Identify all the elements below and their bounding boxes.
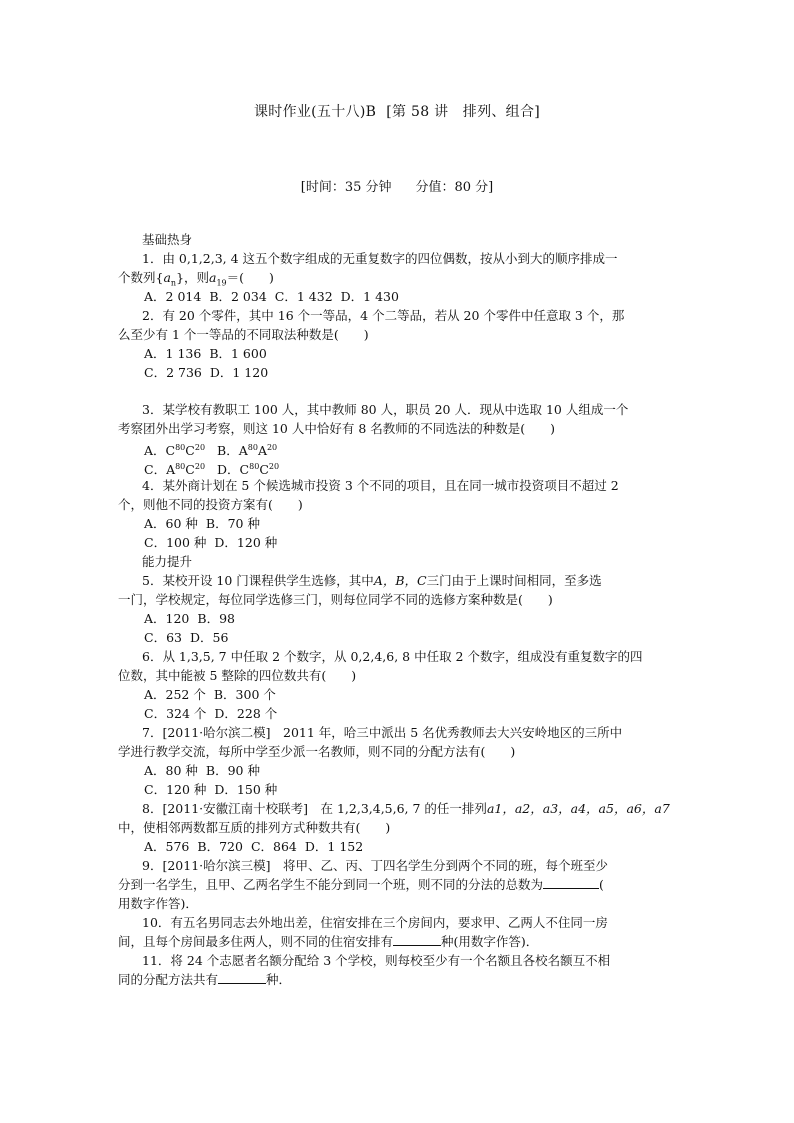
question-1-line-2 (118, 268, 686, 287)
q8-text-a: 8．[2011·安徽江南十校联考] 在 1,2,3,4,5,6, 7 的任一排列 (142, 801, 487, 816)
q1-option-c: C．1 432 (274, 289, 333, 304)
question-3-line-2: 考察团外出学习考察，则这 10 人中恰好有 8 名教师的不同选法的种数是( ) (118, 421, 556, 436)
question-2-options-row-2 (118, 363, 686, 382)
q1-var-a: a (163, 270, 171, 285)
q3-b-sup2: 20 (266, 443, 278, 452)
question-4-line-2: 个，则他不同的投资方案有( ) (118, 497, 303, 512)
q3-c-sup1: 80 (175, 462, 186, 471)
q4-option-b: B．70 种 (205, 516, 260, 531)
question-7-options-row-1 (118, 761, 686, 780)
time-score-bar (0, 176, 794, 195)
q7-option-a: A．80 种 (144, 763, 198, 778)
q3-c-a: C．A (144, 462, 176, 478)
question-5-line-2: 一门，学校规定，每位同学选修三门，则每位同学不同的选修方案种数是( ) (118, 592, 553, 607)
q2-option-b: B．1 600 (209, 346, 267, 361)
question-6-options-row-2 (118, 704, 686, 723)
question-3-options-row-1 (118, 438, 686, 457)
q8-option-b: B．720 (197, 839, 243, 854)
section-heading-basic: 基础热身 (142, 232, 193, 247)
question-5-line-1 (118, 571, 686, 590)
q1-text-c: ＝( ) (226, 270, 274, 285)
question-3-options-row-2 (118, 457, 686, 476)
question-9-line-3: 用数字作答)． (118, 896, 198, 911)
question-10-line-2 (118, 932, 686, 951)
question-4-options-row-2 (118, 533, 686, 552)
q3-b-sup1: 80 (247, 443, 258, 452)
q3-b-a2: A (257, 443, 267, 459)
q3-a-sup1: 80 (175, 443, 186, 452)
question-11-line-1: 11．将 24 个志愿者名额分配给 3 个学校，则每校至少有一个名额且各校名额互不相 (142, 953, 611, 968)
q3-a-c2: C (185, 443, 195, 459)
q1-option-a: A．2 014 (144, 289, 202, 304)
q7-option-d: D．150 种 (214, 782, 278, 797)
page-title (0, 101, 794, 121)
question-5-options-row-2 (118, 628, 686, 647)
question-10-line-1: 10．有五名男同志去外地出差，住宿安排在三个房间内，要求甲、乙两人不住同一房 (142, 915, 608, 930)
q7-option-b: B．90 种 (205, 763, 260, 778)
q10-text-a: 间，且每个房间最多住两人，则不同的住宿安排有 (118, 934, 394, 949)
title-sub: [第 58 讲 排列、组合] (386, 104, 541, 120)
q5-vars: A，B，C (373, 573, 427, 588)
q2-option-d: D．1 120 (209, 365, 269, 380)
q5-option-d: D．56 (189, 630, 229, 645)
section-heading-advanced: 能力提升 (142, 554, 193, 569)
question-6-line-2: 位数，其中能被 5 整除的四位数共有( ) (118, 668, 357, 683)
q1-sub-19: 19 (216, 278, 227, 288)
q5-option-a: A．120 (144, 611, 190, 626)
q3-d-c2: C (259, 462, 269, 478)
time-label: [时间：35 分钟 (300, 180, 392, 195)
question-list (118, 230, 686, 989)
q8-option-d: D．1 152 (304, 839, 364, 854)
question-4-options-row-1 (118, 514, 686, 533)
question-1-line-1: 1．由 0,1,2,3, 4 这五个数字组成的无重复数字的四位偶数，按从小到大的顺序排成一 (142, 251, 618, 266)
question-4-line-1: 4．某外商计划在 5 个候选城市投资 3 个不同的项目，且在同一城市投资项目不超过 2 (142, 478, 619, 493)
question-2-line-1: 2．有 20 个零件，其中 16 个一等品，4 个二等品，若从 20 个零件中任意取 3 个，那 (142, 308, 625, 323)
q3-c-c2: C (185, 462, 195, 478)
question-2-options-row-1 (118, 344, 686, 363)
q5-text-a: 5．某校开设 10 门课程供学生选修，其中 (142, 573, 374, 588)
q1-option-b: B．2 034 (209, 289, 267, 304)
question-8-line-1 (118, 799, 686, 818)
q3-a-sup2: 20 (194, 443, 206, 452)
q11-text-a: 同的分配方法共有 (118, 972, 219, 987)
q6-option-b: B．300 个 (213, 687, 276, 702)
q1-var-a19: a (209, 270, 217, 285)
q1-option-d: D．1 430 (340, 289, 399, 304)
question-5-options-row-1 (118, 609, 686, 628)
q11-text-b: 种． (266, 972, 292, 987)
question-7-line-1: 7．[2011·哈尔滨二模] 2011 年，哈三中派出 5 名优秀教师去大兴安岭地区的三所中 (142, 725, 623, 740)
q10-text-b: 种(用数字作答)． (441, 934, 539, 949)
q1-sub-n: n (170, 278, 177, 288)
q2-option-a: A．1 136 (144, 346, 202, 361)
question-7-line-2: 学进行教学交流，每所中学至少派一名教师，则不同的分配方法有( ) (118, 744, 516, 759)
q6-option-a: A．252 个 (144, 687, 206, 702)
q1-text-a: 个数列{ (118, 270, 164, 285)
q5-option-b: B．98 (197, 611, 235, 626)
q8-option-c: C．864 (250, 839, 297, 854)
q3-d-sup1: 80 (249, 462, 260, 471)
question-8-options (118, 837, 686, 856)
q3-a-c: A．C (144, 443, 176, 459)
q5-text-b: 三门由于上课时间相同，至多选 (426, 573, 602, 588)
question-8-line-2: 中，使相邻两数都互质的排列方式种数共有( ) (118, 820, 391, 835)
q9-text-b: ( (599, 877, 604, 892)
question-9-line-1: 9．[2011·哈尔滨三模] 将甲、乙、丙、丁四名学生分到两个不同的班，每个班至少 (142, 858, 608, 873)
q5-option-c: C．63 (144, 630, 182, 645)
q7-option-c: C．120 种 (144, 782, 207, 797)
q8-sequence: a1，a2，a3，a4，a5，a6，a7 (486, 801, 670, 816)
q9-answer-blank[interactable] (543, 875, 599, 889)
q8-option-a: A．576 (144, 839, 190, 854)
q4-option-c: C．100 种 (144, 535, 207, 550)
question-9-line-2 (118, 875, 686, 894)
q6-option-d: D．228 个 (214, 706, 278, 721)
score-label: 分值：80 分] (415, 180, 494, 195)
q1-text-b: }，则 (176, 270, 210, 285)
q3-c-sup2: 20 (194, 462, 206, 471)
question-1-options (118, 287, 686, 306)
q4-option-d: D．120 种 (214, 535, 278, 550)
q11-answer-blank[interactable] (218, 970, 266, 984)
spacer (118, 382, 686, 400)
question-3-line-1: 3．某学校有教职工 100 人，其中教师 80 人，职员 20 人．现从中选取 10 人组成一个 (142, 402, 629, 417)
question-6-options-row-1 (118, 685, 686, 704)
q3-d-sup2: 20 (268, 462, 280, 471)
q6-option-c: C．324 个 (144, 706, 207, 721)
q9-text-a: 分到一名学生，且甲、乙两名学生不能分到同一个班，则不同的分法的总数为 (118, 877, 544, 892)
q4-option-a: A．60 种 (144, 516, 198, 531)
q3-d-c: D．C (217, 462, 250, 478)
question-6-line-1: 6．从 1,3,5, 7 中任取 2 个数字，从 0,2,4,6, 8 中任取 2 个数字，组成没有重复数字的四 (142, 649, 643, 664)
q3-b-a: B．A (217, 443, 248, 459)
title-main: 课时作业(五十八)B (253, 104, 377, 120)
q2-option-c: C．2 736 (144, 365, 202, 380)
q10-answer-blank[interactable] (393, 932, 441, 946)
question-2-line-2: 么至少有 1 个一等品的不同取法种数是( ) (118, 327, 369, 342)
question-11-line-2 (118, 970, 686, 989)
question-7-options-row-2 (118, 780, 686, 799)
